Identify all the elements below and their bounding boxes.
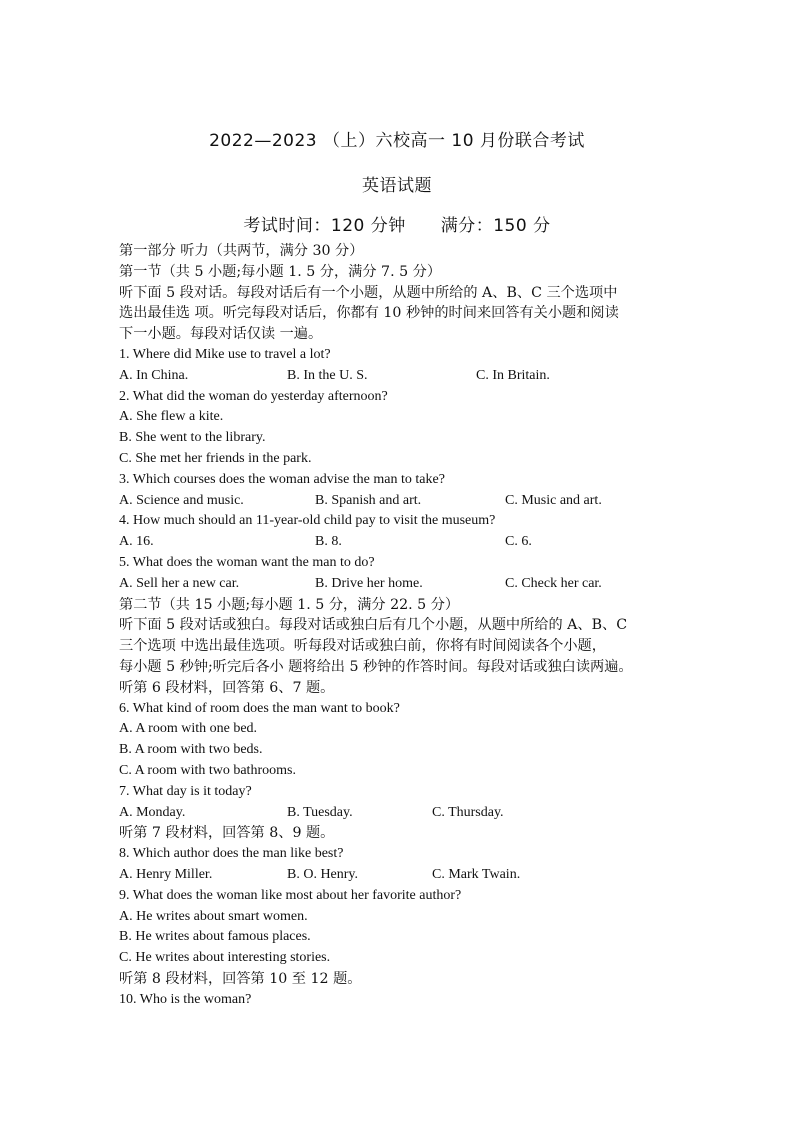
question-4-options xyxy=(119,532,685,553)
option-a: A. A room with one bed. xyxy=(119,721,258,737)
option-c: C. He writes about interesting stories. xyxy=(119,950,331,966)
question-5: 5. What does the woman want the man to do? xyxy=(119,554,375,570)
question-2: 2. What did the woman do yesterday afternoon? xyxy=(119,388,388,404)
option-b: B. She went to the library. xyxy=(119,430,266,446)
option-b: B. Tuesday. xyxy=(287,804,353,820)
option-c: C. A room with two bathrooms. xyxy=(119,762,296,778)
option-a: A. In China. xyxy=(119,367,189,383)
material-6-heading: 听第 6 段材料，回答第 6、7 题。 xyxy=(119,679,335,696)
option-c: C. Thursday. xyxy=(432,804,504,820)
question-8: 8. Which author does the man like best? xyxy=(119,846,344,862)
question-7-options xyxy=(119,803,685,824)
option-b: B. Drive her home. xyxy=(315,575,423,591)
option-a: A. Sell her a new car. xyxy=(119,575,240,591)
option-c: C. 6. xyxy=(505,534,532,550)
question-3: 3. Which courses does the woman advise the man to take? xyxy=(119,471,445,487)
option-a: A. She flew a kite. xyxy=(119,409,224,425)
question-4: 4. How much should an 11-year-old child pay to visit the museum? xyxy=(119,513,496,529)
question-6: 6. What kind of room does the man want to book? xyxy=(119,700,400,716)
question-7: 7. What day is it today? xyxy=(119,783,252,799)
option-a: A. Monday. xyxy=(119,804,186,820)
exam-title: 2022—2023 （上）六校高一 10 月份联合考试 xyxy=(209,131,585,151)
option-b: B. 8. xyxy=(315,534,342,550)
option-a: A. He writes about smart women. xyxy=(119,908,308,924)
question-1: 1. Where did Mike use to travel a lot? xyxy=(119,346,331,362)
material-8-heading: 听第 8 段材料，回答第 10 至 12 题。 xyxy=(119,970,362,987)
section2-instructions-line-2: 三个选项 中选出最佳选项。听每段对话或独白前，你将有时间阅读各个小题， xyxy=(119,638,606,655)
question-9: 9. What does the woman like most about her favorite author? xyxy=(119,887,462,903)
question-1-options xyxy=(119,366,685,387)
question-3-options xyxy=(119,491,685,512)
subject-title: 英语试题 xyxy=(362,176,432,196)
material-7-heading: 听第 7 段材料，回答第 8、9 题。 xyxy=(119,825,335,842)
option-a: A. Science and music. xyxy=(119,492,244,508)
section1-instructions-line-3: 下一小题。每段对话仅读 一遍。 xyxy=(119,326,323,343)
option-b: B. Spanish and art. xyxy=(315,492,422,508)
section2-instructions-line-1: 听下面 5 段对话或独白。每段对话或独白后有几个小题，从题中所给的 A、B、C xyxy=(119,617,628,634)
option-b: B. A room with two beds. xyxy=(119,742,263,758)
option-c: C. Check her car. xyxy=(505,575,602,591)
section2-heading: 第二节（共 15 小题;每小题 1. 5 分，满分 22. 5 分） xyxy=(119,596,460,613)
exam-body xyxy=(119,241,685,1010)
part1-heading: 第一部分 听力（共两节，满分 30 分） xyxy=(119,243,364,259)
question-8-options xyxy=(119,865,685,886)
question-5-options xyxy=(119,574,685,595)
option-c: C. In Britain. xyxy=(476,367,550,383)
section2-instructions-line-3: 每小题 5 秒钟;听完后各小 题将给出 5 秒钟的作答时间。每段对话或独白读两遍。 xyxy=(119,658,633,675)
question-10: 10. Who is the woman? xyxy=(119,991,252,1007)
option-b: B. In the U. S. xyxy=(287,367,368,383)
section1-instructions-line-2: 选出最佳选 项。听完每段对话后，你都有 10 秒钟的时间来回答有关小题和阅读 xyxy=(119,305,619,322)
section1-instructions-line-1: 听下面 5 段对话。每段对话后有一个小题，从题中所给的 A、B、C 三个选项中 xyxy=(119,284,618,301)
option-c: C. Music and art. xyxy=(505,492,602,508)
option-a: A. Henry Miller. xyxy=(119,866,213,882)
option-c: C. She met her friends in the park. xyxy=(119,450,312,466)
option-a: A. 16. xyxy=(119,534,154,550)
exam-time-info: 考试时间：120 分钟 满分：150 分 xyxy=(243,216,551,236)
option-b: B. O. Henry. xyxy=(287,866,359,882)
section1-heading: 第一节（共 5 小题;每小题 1. 5 分，满分 7. 5 分） xyxy=(119,263,442,280)
option-b: B. He writes about famous places. xyxy=(119,929,311,945)
option-c: C. Mark Twain. xyxy=(432,866,521,882)
